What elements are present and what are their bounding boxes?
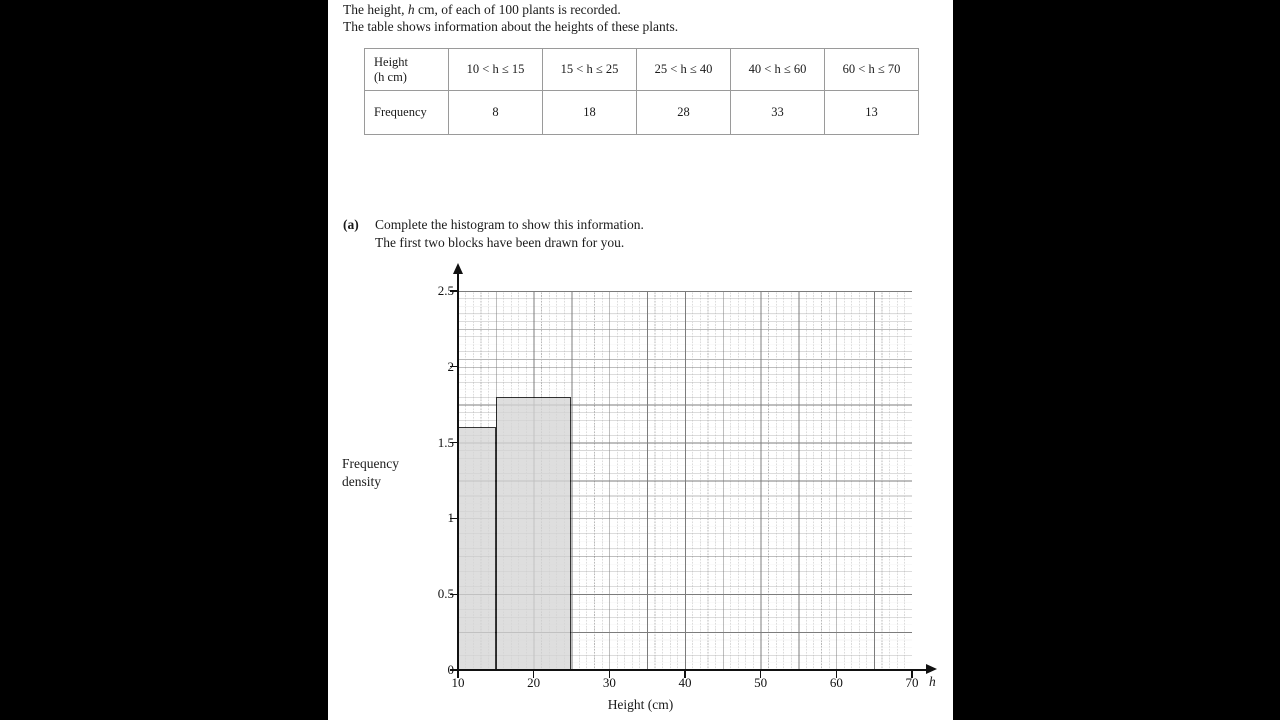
histogram-bar — [496, 397, 572, 670]
x-axis-tick-label: 40 — [678, 675, 692, 690]
y-axis-tick-label: 1.5 — [437, 434, 454, 450]
y-axis-tick-label: 2 — [447, 358, 454, 374]
table-row-header — [365, 49, 919, 91]
x-axis-tick-label: 70 — [905, 675, 919, 690]
histogram-bar — [458, 427, 496, 670]
y-axis-tick-label: 0 — [447, 662, 454, 677]
part-a-line-2: The first two blocks have been drawn for you. — [375, 234, 625, 250]
variable-h: h — [407, 2, 415, 17]
x-axis-arrow-icon — [926, 664, 937, 674]
table-frequency-2: 28 — [637, 91, 731, 135]
table-header-height-line1: Height — [374, 54, 409, 69]
frequency-table — [364, 48, 919, 135]
part-a-tag: (a) — [343, 217, 359, 232]
table-header-height-line2: (h cm) — [374, 69, 407, 84]
table-row-frequency — [365, 91, 919, 135]
table-interval-2: 25 < h ≤ 40 — [637, 49, 731, 91]
y-axis-label — [342, 455, 399, 491]
table-frequency-1: 18 — [543, 91, 637, 135]
y-axis-label-line: Frequency — [342, 456, 399, 471]
y-axis-tick-label: 2.5 — [437, 283, 454, 298]
question-part-a — [343, 216, 644, 251]
table-interval-3: 40 < h ≤ 60 — [731, 49, 825, 91]
y-axis-tick-label: 1 — [447, 510, 454, 526]
x-axis-tick-label: 20 — [527, 675, 541, 690]
y-axis-label-line: density — [342, 474, 381, 489]
table-interval-0: 10 < h ≤ 15 — [449, 49, 543, 91]
table-interval-4: 60 < h ≤ 70 — [825, 49, 919, 91]
part-a-line-1: Complete the histogram to show this information. — [375, 217, 644, 232]
intro-line-1 — [343, 2, 678, 19]
intro-text — [343, 2, 678, 35]
x-axis-tick-label: 10 — [451, 675, 465, 690]
x-axis-line — [457, 669, 929, 671]
y-axis-tick-label: 0.5 — [437, 586, 454, 602]
table-frequency-4: 13 — [825, 91, 919, 135]
x-axis-label: Height (cm) — [607, 697, 674, 712]
x-axis-tick-label: 30 — [602, 675, 616, 690]
intro-line-1-part-a: The height, — [343, 2, 408, 17]
x-axis-variable-symbol: h — [929, 674, 936, 689]
exam-page — [328, 0, 953, 720]
x-axis-tick-label: 50 — [754, 675, 768, 690]
intro-line-2: The table shows information about the heights of these plants. — [343, 18, 679, 34]
y-axis-arrow-icon — [453, 263, 463, 274]
table-frequency-0: 8 — [449, 91, 543, 135]
table-header-height-cell — [365, 49, 449, 91]
histogram-chart — [328, 260, 953, 720]
intro-line-1-part-b: cm, of each of 100 plants is recorded. — [414, 2, 621, 17]
table-frequency-label: Frequency — [365, 91, 449, 135]
x-axis-tick-label: 60 — [829, 675, 843, 690]
y-axis-line — [457, 272, 459, 670]
table-frequency-3: 33 — [731, 91, 825, 135]
table-interval-1: 15 < h ≤ 25 — [543, 49, 637, 91]
